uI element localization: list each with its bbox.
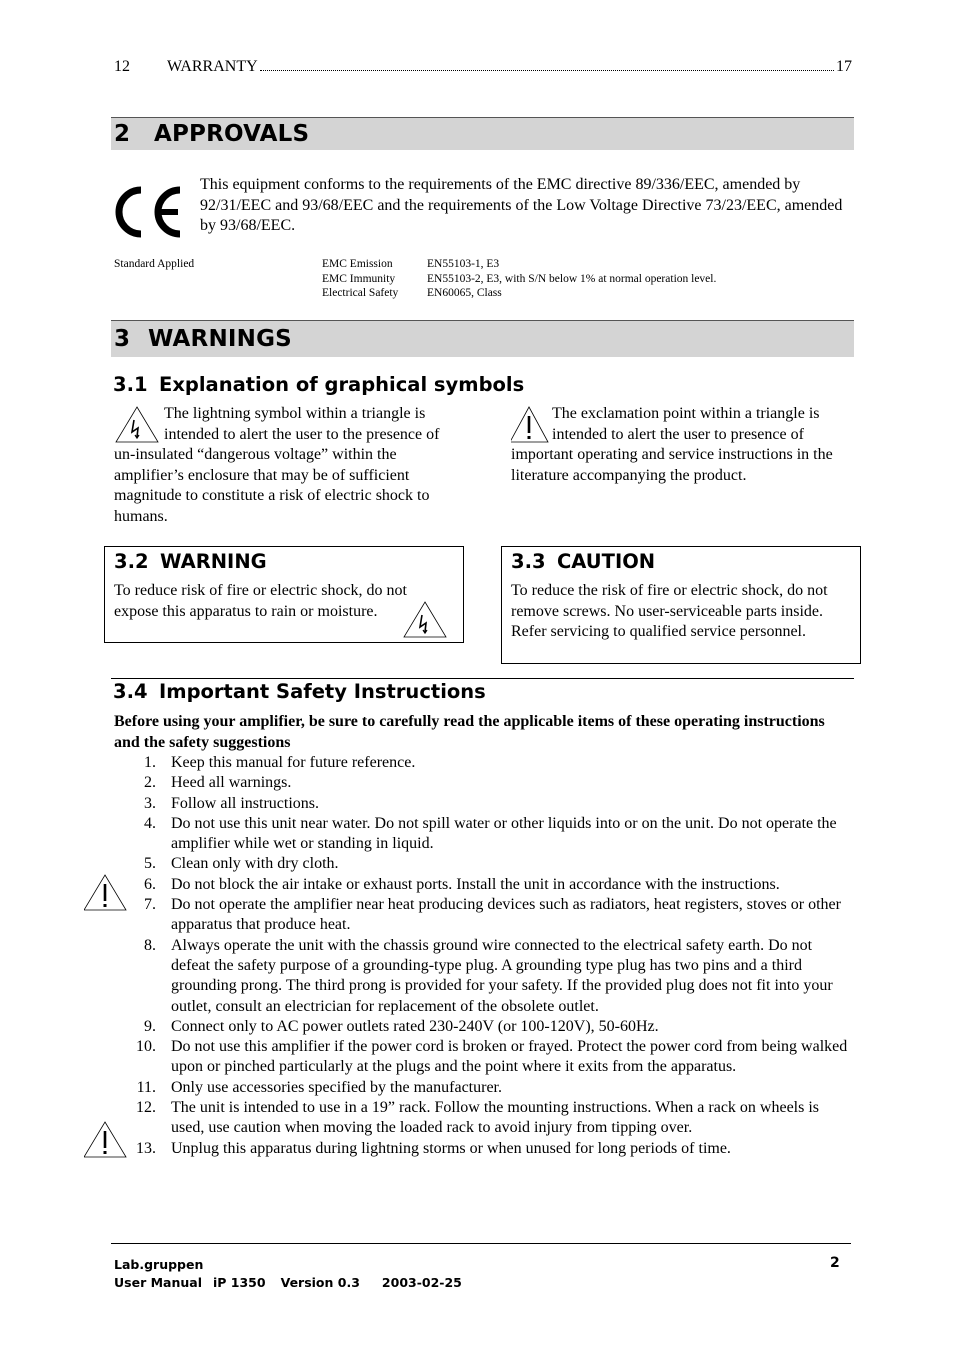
exclamation-triangle-icon [511,404,551,444]
safety-instructions-list [114,753,854,1159]
list-item [114,854,854,874]
subsection-heading-safety [113,680,486,703]
list-item [114,753,854,773]
list-item [114,794,854,814]
list-item [114,1139,854,1159]
standard-name: EMC Emission [322,258,393,270]
item-text: Keep this manual for future reference. [171,754,416,771]
item-number: 8. [144,936,156,954]
section-number: 3 [114,326,131,352]
item-text: Do not use this unit near water. Do not spill water or other liquids into or on the unit. Do not operate the amplifier while wet or standing in liquid. [171,814,837,853]
item-number: 10. [136,1038,156,1056]
standard-value: EN60065, Class [427,287,502,299]
standard-name: Electrical Safety [322,287,399,299]
item-text: Do not use this amplifier if the power cord is broken or frayed. Protect the power cord from being walked upon or pinched particularly at the plugs and the point where it exits from the apparatus. [171,1038,848,1076]
item-text: Heed all warnings. [171,774,292,792]
standard-applied-label: Standard Applied [114,258,195,270]
list-item [114,1098,854,1139]
item-text: Do not block the air intake or exhaust ports. Install the unit in accordance with the instructions. [171,875,780,893]
toc-title: WARRANTY [167,58,258,75]
standard-row [322,257,716,272]
list-item [114,773,854,793]
subsection-title: WARNING [160,550,267,573]
section-title: WARNINGS [148,326,292,352]
footer-manual: User Manual [114,1275,202,1290]
warning-heading [114,550,267,573]
caution-text: To reduce the risk of fire or electric shock, do not remove screws. No user-serviceable parts inside. Refer servicing to qualified service personnel. [511,582,828,640]
toc-leader-dots [260,70,834,71]
item-text: Unplug this apparatus during lightning storms or when unused for long periods of time. [171,1139,731,1157]
list-item [114,936,854,1017]
item-text: Follow all instructions. [171,794,319,812]
section-header-approvals [111,117,854,150]
item-text: Do not operate the amplifier near heat producing devices such as radiators, heat registers, stoves or other apparatus that produce heat. [171,896,841,934]
item-number: 11. [136,1078,156,1096]
caution-heading [511,550,655,573]
footer-date: 2003-02-25 [381,1275,462,1290]
item-number: 7. [144,896,156,914]
lightning-symbol-text: The lightning symbol within a triangle is intended to alert the user to the presence of un-insulated “dangerous voltage” within the amplifier’s enclosure that may be of sufficient magnitude to constitute a risk of electric shock to humans. [114,405,440,525]
item-number: 12. [136,1099,156,1117]
toc-page: 17 [836,58,852,75]
standard-row [322,272,716,287]
item-text: Always operate the unit with the chassis ground wire connected to the electrical safety earth. Do not defeat the safety purpose of a grounding-type plug. A grounding type plug has two pins and a third grounding prong. The third prong is provided for your safety. If the provided plug does not fit into your outlet, consult an electrician for replacement of the obsolete outlet. [171,936,833,1015]
subsection-title: CAUTION [557,550,656,573]
section-number: 2 [114,121,131,147]
exclamation-triangle-icon [84,872,128,917]
footer-model: iP 1350 [212,1275,266,1290]
item-text: The unit is intended to use in a 19” rack. Follow the mounting instructions. When a rack on wheels is used, use caution when moving the loaded rack to avoid injury from tipping over. [171,1099,820,1137]
subsection-number: 3.4 [113,680,148,703]
list-item [114,1078,854,1098]
item-number: 5. [144,855,156,873]
section-title: APPROVALS [154,121,310,147]
footer-manual-line [114,1275,462,1290]
standard-value: EN55103-1, E3 [427,258,500,270]
item-number: 13. [136,1139,156,1157]
footer-version: Version 0.3 [280,1275,360,1290]
exclamation-symbol-text: The exclamation point within a triangle is intended to alert the user to presence of important operating and service instructions in the literature accompanying the product. [511,405,833,484]
item-text: Clean only with dry cloth. [171,855,339,873]
footer-page-number: 2 [830,1255,840,1271]
standard-name: EMC Immunity [322,272,396,285]
exclamation-symbol-paragraph [511,404,851,486]
item-text: Only use accessories specified by the manufacturer. [171,1078,502,1096]
list-item [114,1037,854,1078]
subsection-title: Explanation of graphical symbols [159,373,525,396]
item-number: 1. [144,754,156,771]
item-number: 9. [144,1017,156,1035]
subsection-number: 3.3 [511,550,546,573]
lightning-symbol-paragraph [114,404,459,527]
item-number: 2. [144,774,156,792]
list-item [114,895,854,936]
list-item [114,814,854,855]
caution-box [501,546,861,664]
list-item [114,1017,854,1037]
subsection-heading-symbols [113,373,524,396]
ce-mark-icon [114,186,184,238]
item-text: Connect only to AC power outlets rated 230-240V (or 100-120V), 50-60Hz. [171,1017,659,1035]
warning-text: To reduce risk of fire or electric shock, do not expose this apparatus to rain or moisture. [114,582,407,620]
item-number: 3. [144,794,156,812]
item-number: 6. [144,875,156,893]
warning-box [104,546,464,643]
subsection-number: 3.1 [113,373,148,396]
footer-company: Lab.gruppen [114,1257,204,1272]
item-number: 4. [144,814,156,832]
subsection-number: 3.2 [114,550,149,573]
footer-rule [111,1243,851,1244]
toc-entry-warranty[interactable] [114,58,852,76]
section-header-warnings [111,320,854,357]
section-divider [111,678,854,679]
exclamation-triangle-icon [84,1119,128,1164]
safety-intro: Before using your amplifier, be sure to carefully read the applicable items of these operating instructions and the safety suggestions [114,713,825,751]
toc-number: 12 [114,58,130,75]
standards-list [322,257,716,301]
lightning-triangle-icon [114,404,162,444]
list-item [114,875,854,895]
subsection-title: Important Safety Instructions [159,680,486,703]
standard-value: EN55103-2, E3, with S/N below 1% at normal operation level. [427,272,717,285]
lightning-triangle-icon [402,599,448,644]
approvals-paragraph: This equipment conforms to the requirements of the EMC directive 89/336/EEC, amended by 92/31/EEC and 93/68/EEC and the requirements of the Low Voltage Directive 73/23/EEC, amended by 93/68/EEC. [200,176,843,234]
standard-row [322,286,716,301]
